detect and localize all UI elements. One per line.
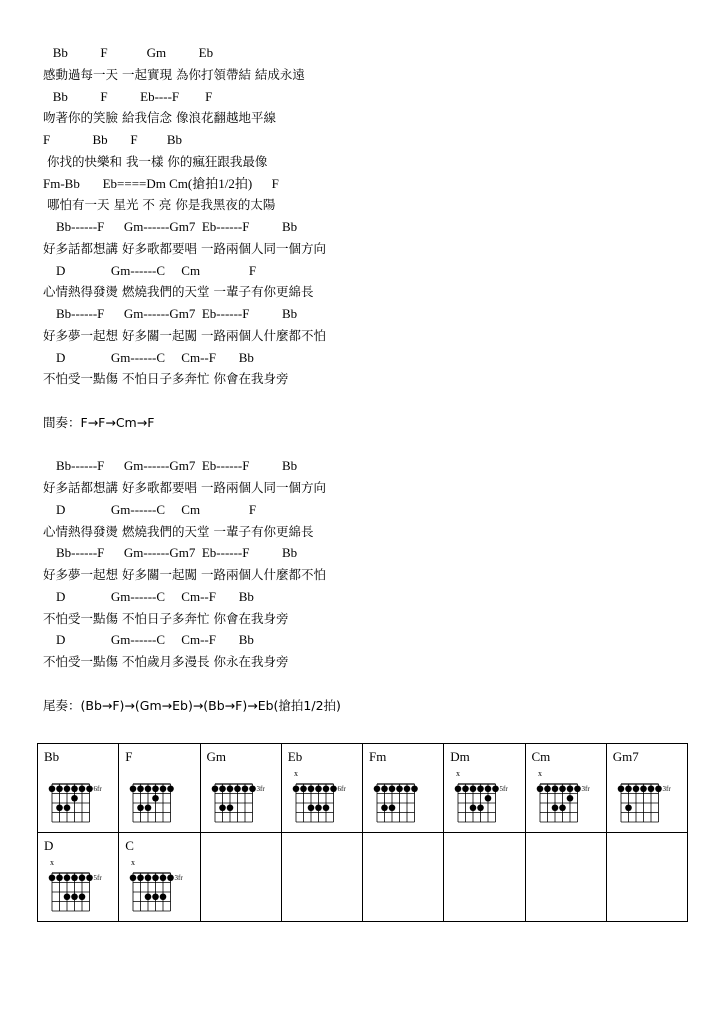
finger-dot	[559, 804, 566, 811]
empty-chord-cell	[606, 833, 687, 922]
barre-dot	[300, 785, 307, 792]
barre-dot	[219, 785, 226, 792]
barre-dot	[632, 785, 639, 792]
finger-dot	[56, 804, 63, 811]
barre-dot	[381, 785, 388, 792]
chord-line: Bb------F Gm------Gm7 Eb------F Bb	[43, 306, 298, 321]
finger-dot	[137, 804, 144, 811]
chord-name: F	[125, 749, 133, 764]
empty-chord-cell	[200, 833, 281, 922]
barre-dot	[64, 785, 71, 792]
barre-dot	[86, 785, 93, 792]
barre-dot	[49, 874, 56, 881]
empty-chord-cell	[281, 833, 362, 922]
finger-dot	[152, 795, 159, 802]
barre-dot	[492, 785, 499, 792]
barre-dot	[462, 785, 469, 792]
fret-position-label: 5fr	[93, 874, 102, 882]
chord-diagram	[607, 744, 687, 832]
mute-marker: x	[50, 858, 54, 867]
finger-dot	[551, 804, 558, 811]
lyric-line: 好多夢一起想 好多關一起闖 一路兩個人什麼都不怕	[43, 567, 326, 582]
barre-dot	[71, 785, 78, 792]
mute-marker: x	[456, 769, 461, 778]
barre-dot	[79, 785, 86, 792]
chord-line: Bb------F Gm------Gm7 Eb------F Bb	[43, 219, 298, 234]
barre-dot	[49, 785, 56, 792]
lyric-line: 你找的快樂和 我一樣 你的瘋狂跟我最像	[43, 154, 268, 169]
barre-dot	[137, 785, 144, 792]
barre-dot	[640, 785, 647, 792]
chord-line: F Bb F Bb	[43, 132, 183, 147]
finger-dot	[219, 804, 226, 811]
mute-marker: x	[131, 858, 136, 867]
barre-dot	[470, 785, 477, 792]
finger-dot	[152, 893, 159, 900]
mute-marker: x	[293, 769, 298, 778]
chord-name: Fm	[369, 749, 387, 764]
barre-dot	[160, 785, 167, 792]
chord-name: Gm	[206, 749, 226, 764]
barre-dot	[374, 785, 381, 792]
barre-dot	[411, 785, 418, 792]
barre-dot	[559, 785, 566, 792]
fret-position-label: 5fr	[499, 785, 508, 793]
chord-name: Dm	[450, 749, 470, 764]
barre-dot	[617, 785, 624, 792]
fret-position-label: 3fr	[256, 785, 265, 793]
finger-dot	[64, 893, 71, 900]
barre-dot	[322, 785, 329, 792]
empty-chord-cell	[363, 833, 444, 922]
chord-name: Eb	[287, 749, 303, 764]
chord-line: D Gm------C Cm--F Bb	[43, 632, 254, 647]
fret-position-label: 3fr	[174, 874, 183, 882]
chord-name: Bb	[44, 749, 60, 764]
barre-dot	[160, 874, 167, 881]
lyric-line: 尾奏：(Bb→F)→(Gm→Eb)→(Bb→F)→Eb(搶拍1/2拍)	[43, 698, 341, 713]
chord-line: Bb------F Gm------Gm7 Eb------F Bb	[43, 458, 298, 473]
barre-dot	[86, 874, 93, 881]
chord-diagram	[38, 744, 118, 832]
barre-dot	[307, 785, 314, 792]
chord-diagram	[119, 833, 199, 921]
barre-dot	[152, 785, 159, 792]
finger-dot	[322, 804, 329, 811]
fret-position-label: 6fr	[93, 785, 102, 793]
empty-chord-cell	[444, 833, 525, 922]
lyric-line: 好多話都想講 好多歌都要唱 一路兩個人同一個方向	[43, 241, 326, 256]
barre-dot	[249, 785, 256, 792]
barre-dot	[396, 785, 403, 792]
barre-dot	[330, 785, 337, 792]
finger-dot	[477, 804, 484, 811]
chord-cell-f	[119, 744, 200, 833]
chord-diagram	[444, 744, 524, 832]
barre-dot	[130, 785, 137, 792]
barre-dot	[167, 785, 174, 792]
barre-dot	[647, 785, 654, 792]
lyric-line: 不怕受一點傷 不怕日子多奔忙 你會在我身旁	[43, 611, 289, 626]
finger-dot	[307, 804, 314, 811]
finger-dot	[160, 893, 167, 900]
chord-chart-table	[37, 743, 688, 922]
finger-dot	[71, 795, 78, 802]
barre-dot	[292, 785, 299, 792]
lyric-line: 吻著你的笑臉 給我信念 像浪花翻越地平線	[43, 110, 276, 125]
finger-dot	[79, 893, 86, 900]
barre-dot	[130, 874, 137, 881]
chord-name: Gm7	[612, 749, 639, 764]
lyric-line: 不怕受一點傷 不怕歲月多漫長 你永在我身旁	[43, 654, 289, 669]
finger-dot	[485, 795, 492, 802]
barre-dot	[455, 785, 462, 792]
chord-name: Cm	[531, 749, 551, 764]
finger-dot	[315, 804, 322, 811]
finger-dot	[145, 893, 152, 900]
chord-diagram	[363, 744, 443, 832]
mute-marker: x	[537, 769, 542, 778]
barre-dot	[56, 874, 63, 881]
barre-dot	[536, 785, 543, 792]
lyric-line: 不怕受一點傷 不怕日子多奔忙 你會在我身旁	[43, 371, 289, 386]
chord-line: D Gm------C Cm--F Bb	[43, 589, 254, 604]
barre-dot	[551, 785, 558, 792]
chord-cell-fm	[363, 744, 444, 833]
lyric-line: 感動過每一天 一起實現 為你打領帶結 結成永遠	[43, 67, 305, 82]
chord-cell-cm	[525, 744, 606, 833]
barre-dot	[145, 785, 152, 792]
barre-dot	[145, 874, 152, 881]
chord-line: Fm-Bb Eb====Dm Cm(搶拍1/2拍) F	[43, 176, 279, 191]
finger-dot	[470, 804, 477, 811]
finger-dot	[71, 893, 78, 900]
barre-dot	[167, 874, 174, 881]
chord-line: D Gm------C Cm--F Bb	[43, 350, 254, 365]
barre-dot	[56, 785, 63, 792]
fret-position-label: 3fr	[581, 785, 590, 793]
barre-dot	[152, 874, 159, 881]
barre-dot	[241, 785, 248, 792]
chord-cell-c	[119, 833, 200, 922]
chord-diagram	[526, 744, 606, 832]
chord-diagram	[38, 833, 118, 921]
chord-cell-eb	[281, 744, 362, 833]
chord-name: D	[44, 838, 54, 853]
finger-dot	[625, 804, 632, 811]
barre-dot	[404, 785, 411, 792]
barre-dot	[226, 785, 233, 792]
chord-line: Bb F Eb----F F	[43, 89, 213, 104]
chord-cell-gm7	[606, 744, 687, 833]
chord-diagram	[201, 744, 281, 832]
chord-diagram	[282, 744, 362, 832]
lyric-line: 哪怕有一天 星光 不 亮 你是我黑夜的太陽	[43, 197, 276, 212]
barre-dot	[485, 785, 492, 792]
fret-position-label: 3fr	[662, 785, 671, 793]
barre-dot	[574, 785, 581, 792]
chord-cell-d	[38, 833, 119, 922]
barre-dot	[566, 785, 573, 792]
barre-dot	[137, 874, 144, 881]
lyric-line: 好多話都想講 好多歌都要唱 一路兩個人同一個方向	[43, 480, 326, 495]
finger-dot	[64, 804, 71, 811]
chord-cell-bb	[38, 744, 119, 833]
chord-line: D Gm------C Cm F	[43, 502, 257, 517]
chord-line: Bb F Gm Eb	[43, 45, 214, 60]
barre-dot	[655, 785, 662, 792]
chord-line: D Gm------C Cm F	[43, 263, 257, 278]
barre-dot	[79, 874, 86, 881]
finger-dot	[566, 795, 573, 802]
lyric-line: 心情熱得發燙 燃燒我們的天堂 一輩子有你更綿長	[43, 284, 314, 299]
barre-dot	[234, 785, 241, 792]
finger-dot	[226, 804, 233, 811]
empty-chord-cell	[525, 833, 606, 922]
barre-dot	[315, 785, 322, 792]
lyric-line: 心情熱得發燙 燃燒我們的天堂 一輩子有你更綿長	[43, 524, 314, 539]
barre-dot	[625, 785, 632, 792]
lyric-line: 好多夢一起想 好多關一起闖 一路兩個人什麼都不怕	[43, 328, 326, 343]
finger-dot	[389, 804, 396, 811]
barre-dot	[64, 874, 71, 881]
barre-dot	[544, 785, 551, 792]
barre-dot	[211, 785, 218, 792]
chord-name: C	[125, 838, 134, 853]
chord-diagram	[119, 744, 199, 832]
chord-cell-dm	[444, 744, 525, 833]
chord-cell-gm	[200, 744, 281, 833]
barre-dot	[477, 785, 484, 792]
fret-position-label: 6fr	[337, 785, 346, 793]
chord-line: Bb------F Gm------Gm7 Eb------F Bb	[43, 545, 298, 560]
lyric-line: 間奏：F→F→Cm→F	[43, 415, 155, 430]
barre-dot	[389, 785, 396, 792]
finger-dot	[381, 804, 388, 811]
barre-dot	[71, 874, 78, 881]
finger-dot	[145, 804, 152, 811]
